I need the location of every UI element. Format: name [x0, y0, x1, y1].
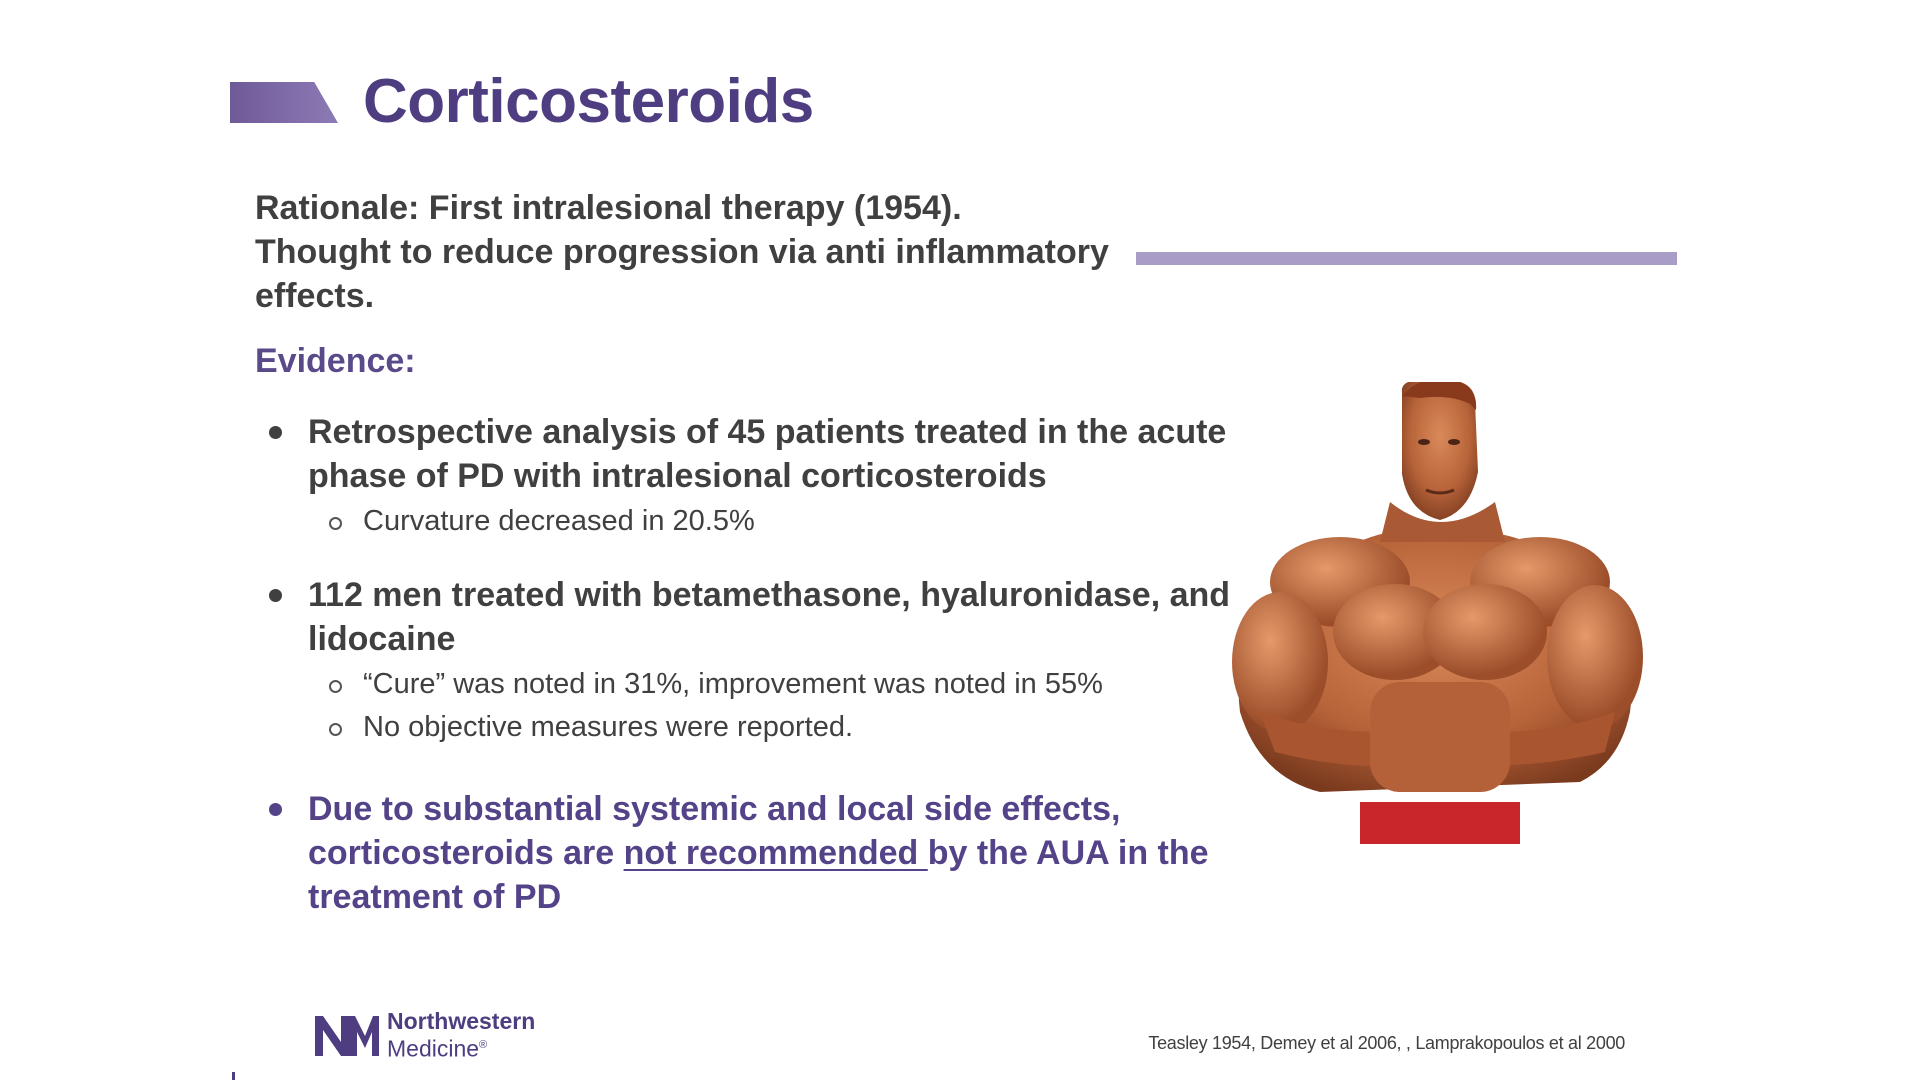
sub-bullet-text: Curvature decreased in 20.5%: [363, 505, 755, 537]
decorative-divider-bar: [1136, 252, 1677, 265]
sub-bullet: [308, 663, 1245, 706]
sub-list: [308, 500, 1245, 543]
references-citation: Teasley 1954, Demey et al 2006, , Lamprakopoulos et al 2000: [1148, 1033, 1625, 1053]
bullet-text-underlined: not recommended: [623, 834, 928, 872]
evidence-bullet-2: [265, 573, 1245, 749]
rationale-line-2: Thought to reduce progression via anti inflammatory effects.: [255, 233, 1109, 315]
registered-mark: ®: [479, 1039, 488, 1052]
sub-bullet: [308, 706, 1245, 749]
sub-bullet-text: No objective measures were reported.: [363, 711, 854, 743]
sub-bullet-ring-icon: [329, 723, 342, 736]
sub-list: [308, 663, 1245, 749]
title-accent-shape: [230, 82, 338, 123]
logo-line-medicine: [387, 1033, 535, 1061]
sub-bullet-ring-icon: [329, 517, 342, 530]
bullet-text: 112 men treated with betamethasone, hyaluronidase, and lidocaine: [308, 576, 1231, 658]
bullet-dot-icon: [269, 803, 282, 816]
logo-medicine-word: Medicine: [387, 1035, 480, 1062]
evidence-bullet-1: [265, 410, 1245, 543]
bullet-text-end: by the AUA in the treatment of PD: [308, 834, 1209, 916]
sub-bullet-text: “Cure” was noted in 31%, improvement was noted in 55%: [363, 668, 1103, 700]
logo-text: [387, 1009, 535, 1061]
logo-line-northwestern: Northwestern: [387, 1008, 536, 1035]
evidence-heading: Evidence:: [255, 342, 416, 380]
rationale-block: [255, 186, 1135, 318]
bullet-dot-icon: [269, 589, 282, 602]
bodybuilder-photo: [1220, 382, 1650, 844]
evidence-list: [265, 410, 1245, 919]
corner-tick-mark: [232, 1072, 235, 1080]
northwestern-medicine-logo: [313, 1010, 535, 1060]
evidence-bullet-3-conclusion: [265, 787, 1245, 919]
sub-bullet-ring-icon: [329, 680, 342, 693]
bullet-text: Retrospective analysis of 45 patients treated in the acute phase of PD with intralesional corticosteroids: [308, 413, 1227, 495]
rationale-line-1: Rationale: First intralesional therapy (1954).: [255, 189, 962, 227]
bullet-dot-icon: [269, 426, 282, 439]
slide-title: Corticosteroids: [363, 67, 814, 136]
bullet-text-start: Due to substantial systemic and local side effects, corticosteroids are: [308, 790, 1121, 872]
northwestern-medicine-logo-icon: [313, 1012, 381, 1058]
sub-bullet: [308, 500, 1245, 543]
